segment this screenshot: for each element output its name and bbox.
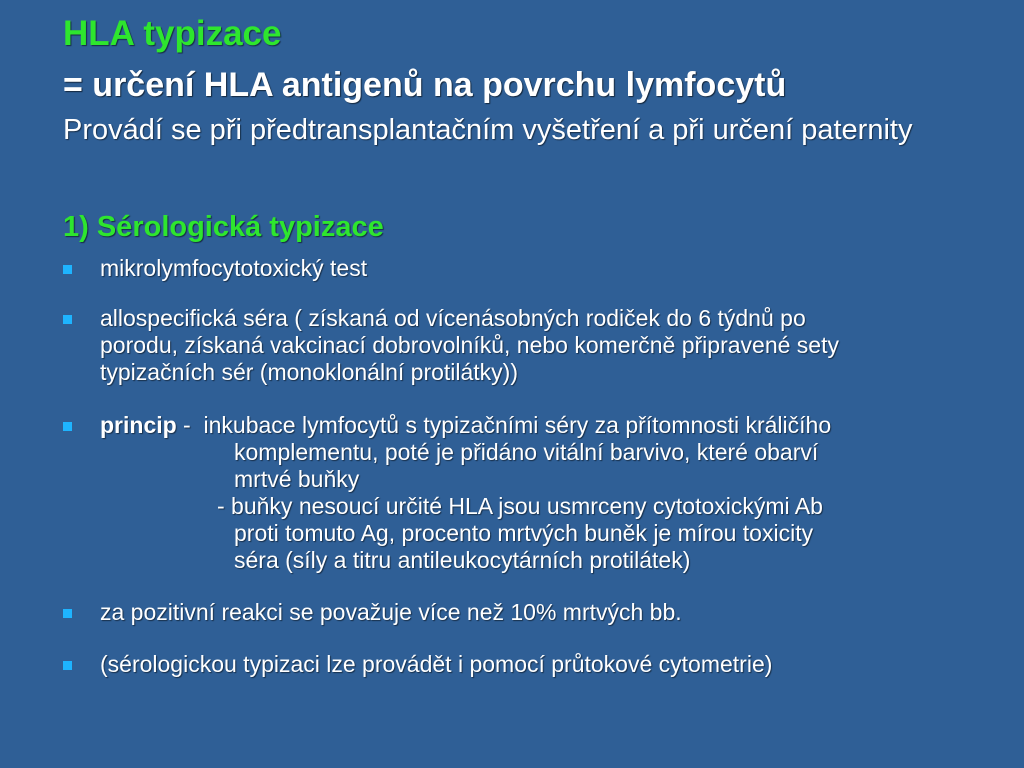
bullet-square-icon: [63, 315, 72, 324]
section-heading: 1) Sérologická typizace: [63, 211, 384, 243]
slide-title-definition: = určení HLA antigenů na povrchu lymfocytů: [63, 66, 787, 104]
bullet-text: mikrolymfocytotoxický test: [100, 255, 368, 281]
bullet-text-line: [100, 412, 831, 439]
bullet-text-line: porodu, získaná vakcinací dobrovolníků, nebo komerčně připravené sety: [100, 332, 839, 358]
slide-title: HLA typizace: [63, 14, 282, 53]
bullet-square-icon: [63, 609, 72, 618]
bullet-square-icon: [63, 661, 72, 670]
bullet-text-line: séra (síly a titru antileukocytárních protilátek): [234, 547, 691, 573]
bullet-text-line: mrtvé buňky: [234, 466, 360, 492]
bullet-text-line: typizačních sér (monoklonální protilátky)): [100, 359, 518, 385]
bullet-text-line: allospecifická séra ( získaná od vícenásobných rodiček do 6 týdnů po: [100, 305, 806, 331]
bullet-text-line: komplementu, poté je přidáno vitální barvivo, které obarví: [234, 439, 819, 465]
bullet-square-icon: [63, 265, 72, 274]
bullet-text-block: [100, 412, 831, 574]
bullet-text-line: proti tomuto Ag, procento mrtvých buněk je mírou toxicity: [234, 520, 814, 546]
bullet-term: princip: [100, 412, 177, 438]
bullet-square-icon: [63, 422, 72, 431]
bullet-text: - inkubace lymfocytů s typizačními séry za přítomnosti králičího: [176, 412, 832, 438]
bullet-text-block: [100, 305, 839, 386]
bullet-text-line: - buňky nesoucí určité HLA jsou usmrceny cytotoxickými Ab: [217, 493, 823, 519]
bullet-text: za pozitivní reakci se považuje více než 10% mrtvých bb.: [100, 599, 682, 625]
slide-subtitle: Provádí se při předtransplantačním vyšetření a při určení paternity: [63, 114, 913, 146]
bullet-text: (sérologickou typizaci lze provádět i pomocí průtokové cytometrie): [100, 651, 773, 677]
